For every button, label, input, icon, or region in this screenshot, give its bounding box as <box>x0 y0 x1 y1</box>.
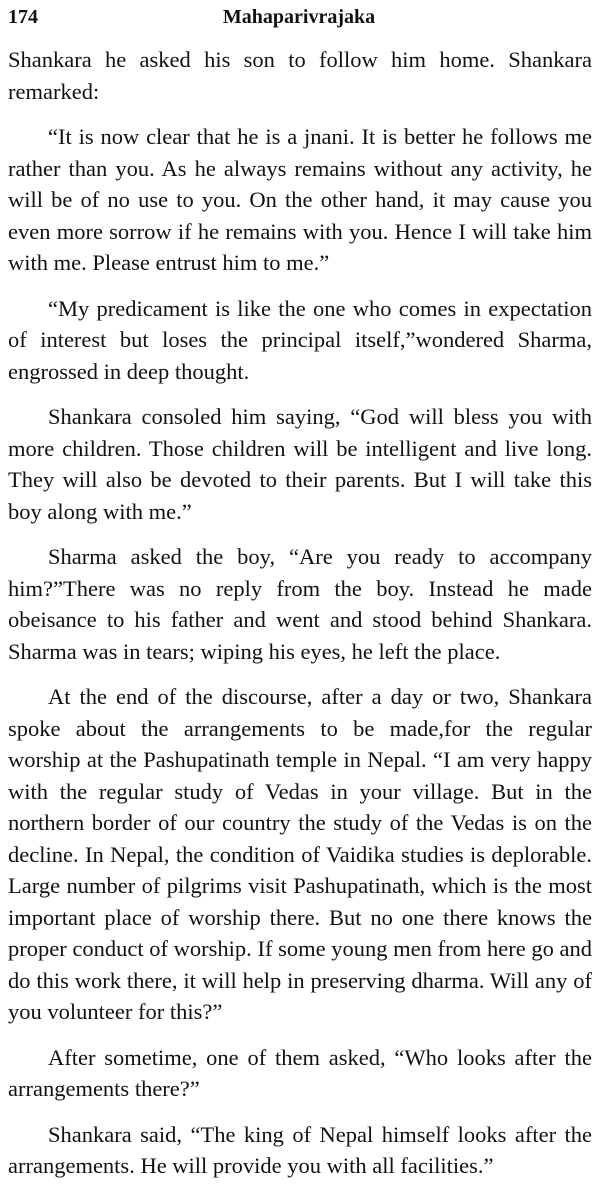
page-number: 174 <box>8 6 38 28</box>
body-text <box>8 44 592 1196</box>
running-title: Mahaparivrajaka <box>222 6 376 28</box>
paragraph: “It is now clear that he is a jnani. It is better he follows me rather than you. As he always remains without any activity, he will be of no use to you. On the other hand, it may cause you even more sorrow if he remains with you. Hence I will take him with me. Please entrust him to me.” <box>8 124 592 275</box>
paragraph: Shankara said, “The king of Nepal himself looks after the arrangements. He will provide you with all facilities.” <box>8 1121 592 1178</box>
paragraph: Shankara he asked his son to follow him home. Shankara remarked: <box>8 47 592 104</box>
paragraph: Shankara consoled him saying, “God will bless you with more children. Those children will be intelligent and live long. They will also be devoted to their parents. But I will take this boy along with me.” <box>8 404 592 524</box>
paragraph: After sometime, one of them asked, “Who looks after the arrangements there?” <box>8 1044 592 1101</box>
paragraph: “My predicament is like the one who comes in expectation of interest but loses the principal itself,”wondered Sharma, engrossed in deep thought. <box>8 295 592 384</box>
paragraph: At the end of the discourse, after a day or two, Shankara spoke about the arrangements to be made,for the regular worship at the Pashupatinath temple in Nepal. “I am very happy with the regular study of Vedas in your village. But in the northern border of our country the study of the Vedas is on the decline. In Nepal, the condition of Vaidika studies is deplorable. Large number of pilgrims visit Pashupatinath, which is the most important place of worship there. But no one there knows the proper conduct of worship. If some young men from here go and do this work there, it will help in preserving dharma. Will any of you volunteer for this?” <box>8 684 592 1024</box>
page-header <box>8 4 590 30</box>
paragraph: Sharma asked the boy, “Are you ready to accompany him?”There was no reply from the boy. Instead he made obeisance to his father and went and stood behind Shankara. Sharma was in tears; wiping his eyes, he left the place. <box>8 544 592 664</box>
